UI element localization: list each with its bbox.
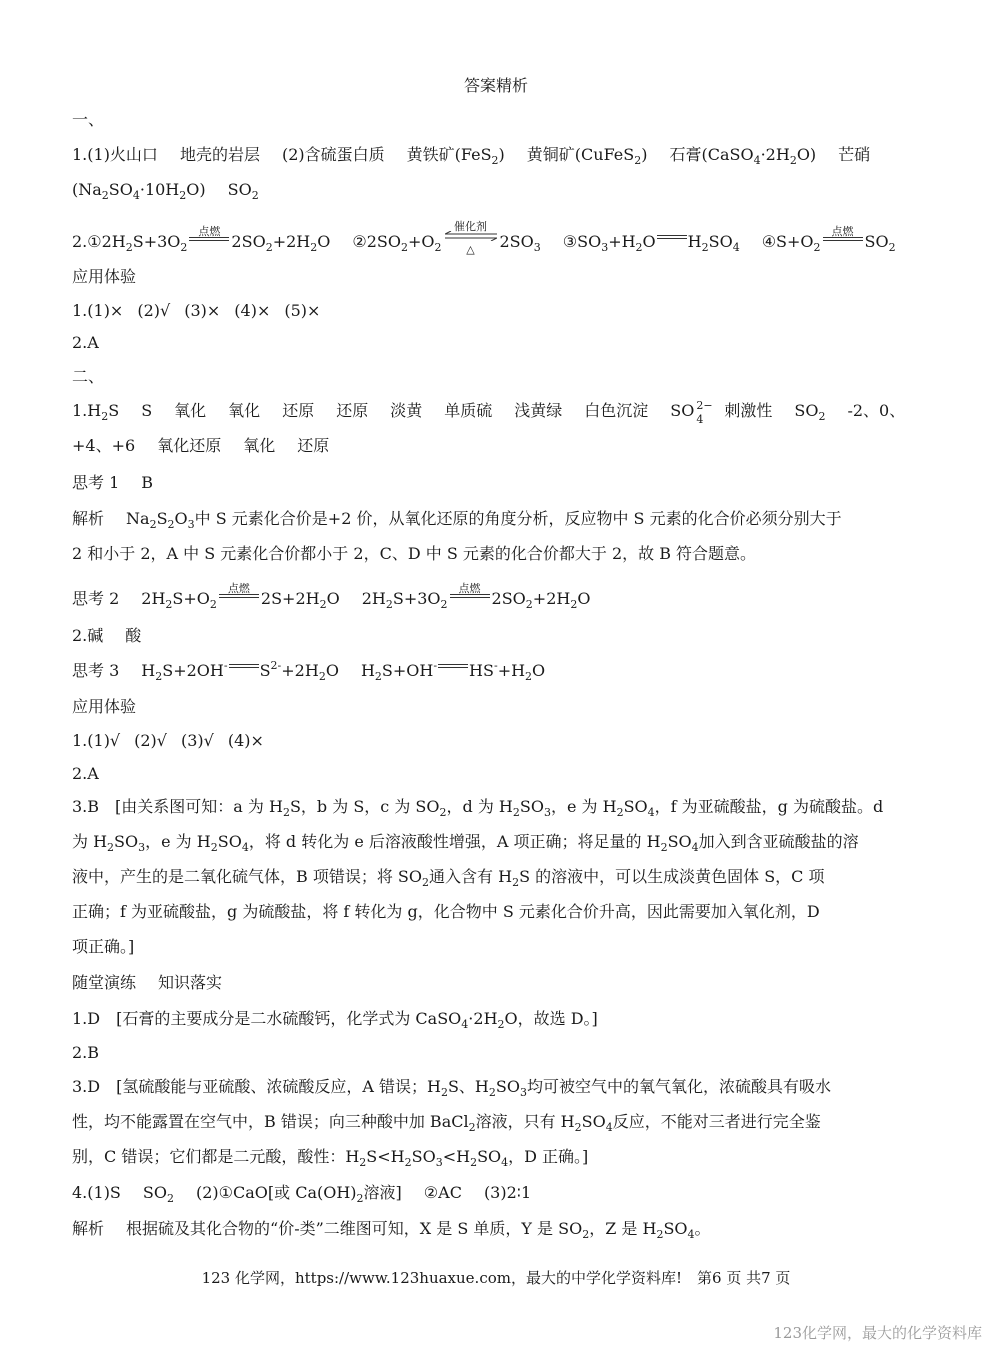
section-two-answer-2: 2.碱 酸 [72,626,142,645]
equals-sign-icon [229,663,259,673]
analysis-2: 解析 根据硫及其化合物的“价-类”二维图可知，X 是 S 单质，Y 是 $SO_2$，Z 是 $H_2SO_4$。 [72,1219,711,1241]
application-heading-2: 应用体验 [72,697,137,716]
section-two-answer-1-line-2: +4、+6 氧化还原 氧化 还原 [72,436,330,455]
practice-answer-4: 4.(1)S $SO_2$ (2)①CaO[或 $Ca(OH)_2$溶液] ②AC (3)2∶1 [72,1183,532,1205]
question-3-line-5: 项正确。] [72,937,135,956]
analysis-1-line-1: 解析 $Na_2S_2O_3$中 S 元素化合价是+2 价，从氧化还原的角度分析，反应物中 S 元素的化合价必须分别大于 [72,509,842,531]
question-3-line-4: 正确；f 为亚硫酸盐，g 为硫酸盐，将 f 转化为 g，化合物中 S 元素化合价升高，因此需要加入氧化剂，D [72,902,820,921]
practice-answer-2: 2.B [72,1043,100,1062]
section-one-heading: 一、 [72,110,105,129]
practice-answer-3-line-1: 3.D [氢硫酸能与亚硫酸、浓硫酸反应，A 错误；$H_2S$、$H_2SO_3$均可被空气中的氧气氧化，浓硫酸具有吸水 [72,1077,831,1099]
application-heading-1: 应用体验 [72,267,137,286]
question-3-line-1: 3.B [由关系图可知：a 为 $H_2S$，b 为 S，c 为 $SO_2$，d 为 $H_2SO_3$，e 为 $H_2SO_4$，f 为亚硫酸盐，g 为硫酸盐。d [72,797,884,819]
think-3-equations: 思考 3 $H_2S+2OH^-$ $S^{2-}+2H_2O$ $H_2S+OH^-$ $HS^-+H_2O$ [72,659,546,683]
answer-1-line-2: $(Na_2SO_4\cdot 10H_2O)$ $SO_2$ [72,180,259,202]
question-3-line-2: 为 $H_2SO_3$，e 为 $H_2SO_4$，将 d 转化为 e 后溶液酸性增强，A 项正确；将足量的 $H_2SO_4$加入到含亚硫酸盐的溶 [72,832,859,854]
question-3-line-3: 液中，产生的是二氧化硫气体，B 项错误；将 $SO_2$通入含有 $H_2S$ 的溶液中，可以生成淡黄色固体 S，C 项 [72,867,825,889]
page-footer: 123 化学网，https://www.123huaxue.com，最大的中学化学资料库! 第6 页 共7 页 [201,1269,791,1287]
analysis-1-line-2: 2 和小于 2，A 中 S 元素化合价都小于 2，C、D 中 S 元素的化合价都大于 2，故 B 符合题意。 [72,544,757,563]
page-title: 答案精析 [463,76,528,95]
answer-2-equations: $2.①2H_2S+3O_2$ 点燃 $2SO_2+2H_2O$ $②2SO_2+O_2$ 催化剂 △ $2SO_3$ $③SO_3+H_2O$ $H_2SO_4$ $④S+O_2$ 点燃 $SO_2$ [72,220,896,256]
reaction-condition-ignite: 点燃 [450,590,490,602]
application-2-answer: 2.A [72,333,99,352]
practice-answer-3-line-2: 性，均不能露置在空气中，B 错误；向三种酸中加 BaCl$_2$溶液，只有 $H_2SO_4$反应，不能对三者进行完全鉴 [72,1112,821,1134]
section-two-answer-1-line-1: $1.H_2S$ S 氧化 氧化 还原 还原 淡黄 单质硫 浅黄绿 白色沉淀 SO 2− 4 刺激性 $SO_2$ -2、0、 [72,399,906,426]
think-1: 思考 1 B [72,473,154,492]
watermark: 123化学网，最大的化学资料库 [773,1324,982,1342]
practice-heading: 随堂演练 知识落实 [72,973,223,992]
equals-sign-icon [657,234,687,244]
reversible-arrow-icon: 催化剂 △ [445,231,497,245]
application-2-answers: 1.(1)√ (2)√ (3)√ (4)× [72,731,264,750]
reaction-condition-ignite: 点燃 [823,233,863,245]
practice-answer-1: 1.D [石膏的主要成分是二水硫酸钙，化学式为 $CaSO_4\cdot 2H_2O$，故选 D。] [72,1009,598,1031]
think-2-equations: 思考 2 $2H_2S+O_2$ 点燃 $2S+2H_2O$ $2H_2S+3O_2$ 点燃 $2SO_2+2H_2O$ [72,582,591,611]
application-1-answers: 1.(1)× (2)√ (3)× (4)× (5)× [72,301,321,320]
reaction-condition-ignite: 点燃 [189,233,229,245]
answer-1-line-1: 1.(1)火山口 地壳的岩层 (2)含硫蛋白质 黄铁矿(FeS$_2$) 黄铜矿(CuFeS$_2$) 石膏$(CaSO_4\cdot 2H_2O)$ 芒硝 [72,145,871,167]
equals-sign-icon [438,663,468,673]
application-2-answer-2: 2.A [72,764,99,783]
practice-answer-3-line-3: 别，C 错误；它们都是二元酸，酸性：$H_2S<H_2SO_3<H_2SO_4$，D 正确。] [72,1147,589,1169]
reaction-condition-ignite: 点燃 [219,590,259,602]
section-two-heading: 二、 [72,367,105,386]
